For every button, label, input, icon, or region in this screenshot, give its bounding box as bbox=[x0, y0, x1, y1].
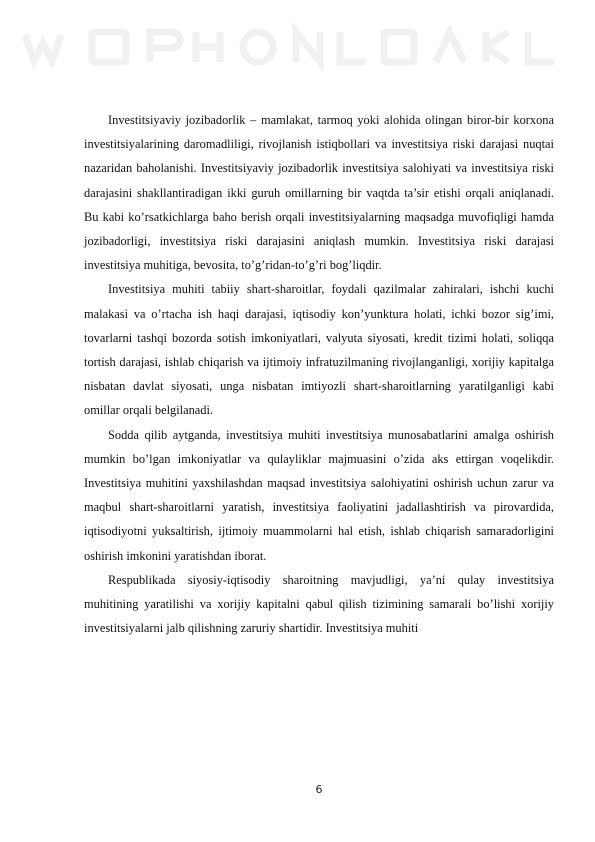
paragraph: Sodda qilib aytganda, investitsiya muhiti investitsiya munosabatlarini amalga oshirish mumkin bo’lgan imkoniyatlar va qulayliklar majmuasini o’zida aks ettirgan voqelikdir. Investitsiya muhitini yaxshilashdan maqsad investitsiya salohiyatini oshirish uchun zarur va maqbul shart-sharoitlarni yaratish, investitsiya faoliyatini jadallashtirish va pirovardida, iqtisodiyotni yuksaltirish, ijtimoiy muammolarni hal etish, ishlab chiqarish samaradorligini oshirish imkonini yaratishdan iborat. bbox=[84, 427, 554, 563]
document-body bbox=[84, 108, 554, 640]
paragraph: Investitsiyaviy jozibadorlik – mamlakat, tarmoq yoki alohida olingan biror-bir korxona investitsiyalarining daromadliligi, rivojlanish istiqbollari va investitsiya riski darajasi nuqtai nazaridan baholanishi. Investitsiyaviy jozibadorlik investitsiya salohiyati va investitsiya riski darajasini shakllantiradigan ikki guruh omillarning bir vaqtda ta’sir etishi orqali aniqlanadi. Bu kabi ko’rsatkichlarga baho berish orqali investitsiyalarning maqsadga muvofiqligi hamda jozibadorligi, investitsiya riski darajasini aniqlash mumkin. Investitsiya riski darajasi investitsiya muhitiga, bevosita, to’g’ridan-to’g’ri bog’liqdir. bbox=[84, 113, 554, 273]
paragraph: Investitsiya muhiti tabiiy shart-sharoitlar, foydali qazilmalar zahiralari, ishchi kuchi malakasi va o’rtacha ish haqi darajasi, iqtisodiy kon’yunktura holati, ichki bozor sig’imi, tovarlarni tashqi bozorda sotish imkoniyatlari, valyuta siyosati, kredit tizimi holati, soliqqa tortish darajasi, ishlab chiqarish va ijtimoiy infratuzilmaning rivojlanganligi, xorijiy kapitalga nisbatan davlat siyosati, unga nisbatan imtiyozli shart-sharoitlarning yaratilganligi kabi omillar orqali belgilanadi. bbox=[84, 282, 554, 418]
paragraph: Respublikada siyosiy-iqtisodiy sharoitning mavjudligi, ya’ni qulay investitsiya muhitining yaratilishi va xorijiy kapitalni qabul qilish tizimining samarali bo’lishi xorijiy investitsiyalarni jalb qilishning zaruriy shartidir. Investitsiya muhiti bbox=[84, 572, 554, 636]
page-number: 6 bbox=[315, 783, 323, 796]
